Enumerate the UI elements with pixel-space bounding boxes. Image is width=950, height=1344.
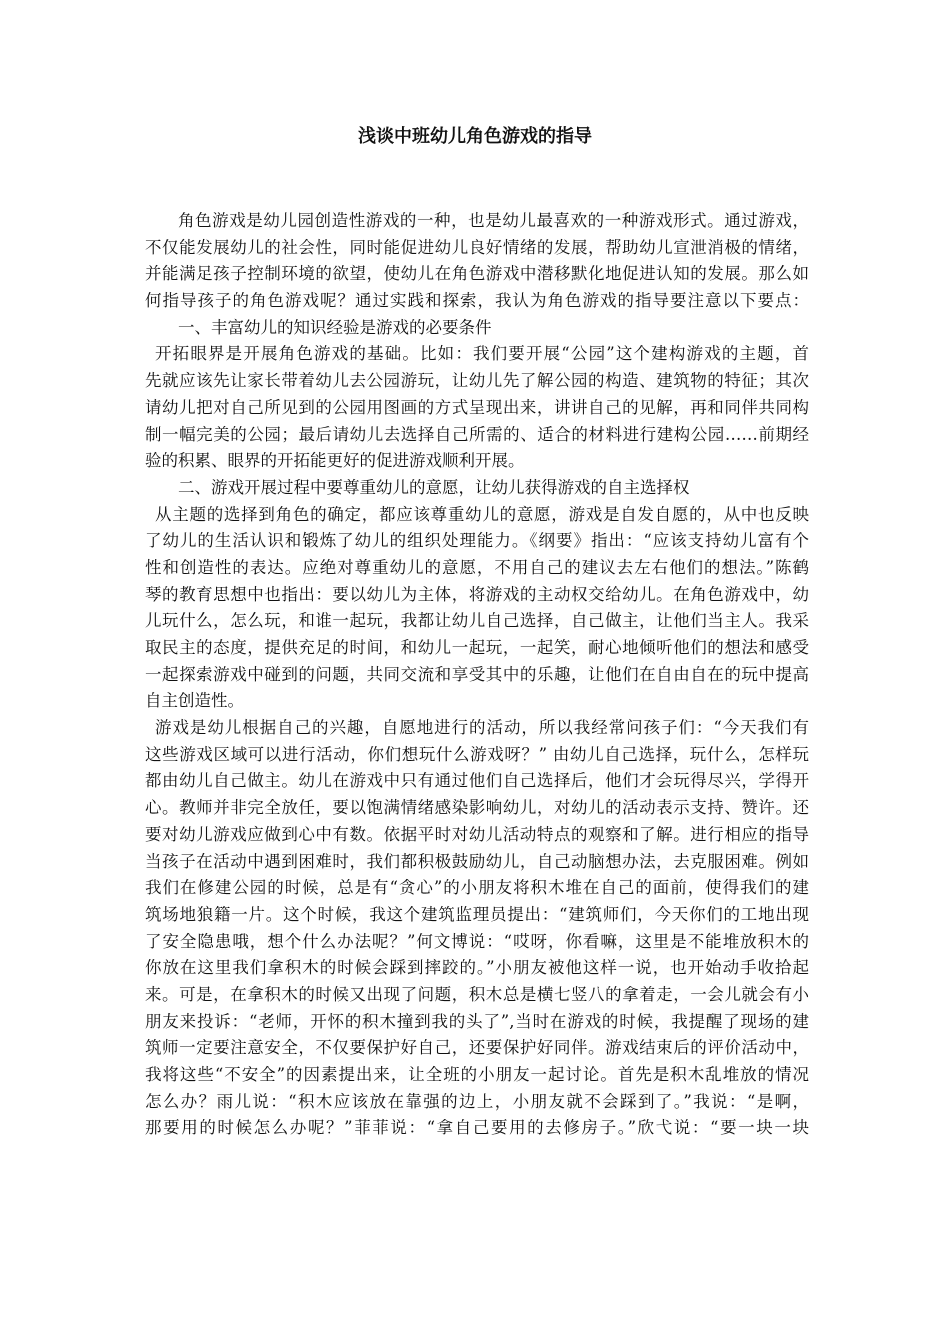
text-line: 并能满足孩子控制环境的欲望，使幼儿在角色游戏中潜移默化地促进认知的发展。那么如 xyxy=(145,264,809,284)
text-line: 心。教师并非完全放任，要以饱满情绪感染影响幼儿，对幼儿的活动表示支持、赞许。还 xyxy=(145,798,809,818)
text-line: 朋友来投诉：“老师，开怀的积木撞到我的头了”,当时在游戏的时候，我提醒了现场的建 xyxy=(145,1011,809,1031)
text-line: 请幼儿把对自己所见到的公园用图画的方式呈现出来，讲讲自己的见解，再和同伴共同构 xyxy=(145,397,809,417)
text-line: 角色游戏是幼儿园创造性游戏的一种，也是幼儿最喜欢的一种游戏形式。通过游戏， xyxy=(178,211,809,230)
text-line: 筑场地狼籍一片。这个时候，我这个建筑监理员提出：“建筑师们，今天你们的工地出现 xyxy=(145,904,809,924)
text-line: 要对幼儿游戏应做到心中有数。依据平时对幼儿活动特点的观察和了解。进行相应的指导 xyxy=(145,824,809,844)
text-line: 筑师一定要注意安全，不仅要保护好自己，还要保护好同伴。游戏结束后的评价活动中， xyxy=(145,1038,809,1058)
text-line: 先就应该先让家长带着幼儿去公园游玩，让幼儿先了解公园的构造、建筑物的特征；其次 xyxy=(145,371,809,391)
text-line: 自主创造性。 xyxy=(145,691,244,711)
section-heading: 二、游戏开展过程中要尊重幼儿的意愿，让幼儿获得游戏的自主选择权 xyxy=(178,477,690,497)
text-line: 取民主的态度，提供充足的时间，和幼儿一起玩，一起笑，耐心地倾听他们的想法和感受 xyxy=(145,638,809,657)
text-line: 制一幅完美的公园；最后请幼儿去选择自己所需的、适合的材料进行建构公园……前期经 xyxy=(145,424,809,444)
section-heading: 一、丰富幼儿的知识经验是游戏的必要条件 xyxy=(178,317,492,337)
text-line: 当孩子在活动中遇到困难时，我们都积极鼓励幼儿，自己动脑想办法，去克服困难。例如 xyxy=(145,851,809,871)
text-line: 这些游戏区域可以进行活动，你们想玩什么游戏呀？” 由幼儿自己选择，玩什么，怎样玩 xyxy=(145,744,809,764)
document-title: 浅谈中班幼儿角色游戏的指导 xyxy=(358,126,592,147)
text-line: 开拓眼界是开展角色游戏的基础。比如：我们要开展“公园”这个建构游戏的主题，首 xyxy=(155,344,809,364)
text-line: 你放在这里我们拿积木的时候会踩到摔跤的。”小朋友被他这样一说，也开始动手收拾起 xyxy=(145,958,809,978)
text-line: 从主题的选择到角色的确定，都应该尊重幼儿的意愿，游戏是自发自愿的，从中也反映 xyxy=(155,504,809,524)
text-line: 验的积累、眼界的开拓能更好的促进游戏顺利开展。 xyxy=(145,451,525,471)
text-line: 琴的教育思想中也指出：要以幼儿为主体，将游戏的主动权交给幼儿。在角色游戏中，幼 xyxy=(145,584,809,604)
text-line: 我将这些“不安全”的因素提出来，让全班的小朋友一起讨论。首先是积木乱堆放的情况 xyxy=(145,1065,809,1084)
text-line: 一起探索游戏中碰到的问题，共同交流和享受其中的乐趣，让他们在自由自在的玩中提高 xyxy=(145,664,809,684)
text-line: 性和创造性的表达。应绝对尊重幼儿的意愿，不用自己的建议去左右他们的想法。”陈鹤 xyxy=(145,557,809,577)
text-line: 了幼儿的生活认识和锻炼了幼儿的组织处理能力。《纲要》指出：“应该支持幼儿富有个 xyxy=(145,531,809,551)
text-line: 游戏是幼儿根据自己的兴趣，自愿地进行的活动，所以我经常问孩子们：“今天我们有 xyxy=(155,718,809,738)
text-line: 那要用的时候怎么办呢？”菲菲说：“拿自己要用的去修房子。”欣弋说：“要一块一块 xyxy=(145,1118,809,1138)
text-line: 儿玩什么，怎么玩，和谁一起玩，我都让幼儿自己选择，自己做主，让他们当主人。我采 xyxy=(145,611,809,631)
text-line: 都由幼儿自己做主。幼儿在游戏中只有通过他们自己选择后，他们才会玩得尽兴，学得开 xyxy=(145,771,809,791)
text-line: 我们在修建公园的时候，总是有“贪心”的小朋友将积木堆在自己的面前，使得我们的建 xyxy=(145,878,809,898)
document-body xyxy=(145,208,809,1142)
text-line: 来。可是，在拿积木的时候又出现了问题，积木总是横七竖八的拿着走，一会儿就会有小 xyxy=(145,984,809,1004)
text-line: 怎么办？雨儿说：“积木应该放在靠强的边上，小朋友就不会踩到了。”我说：“是啊， xyxy=(145,1091,809,1111)
text-line: 何指导孩子的角色游戏呢？通过实践和探索，我认为角色游戏的指导要注意以下要点： xyxy=(145,291,809,311)
text-line: 不仅能发展幼儿的社会性，同时能促进幼儿良好情绪的发展，帮助幼儿宣泄消极的情绪， xyxy=(145,237,809,257)
text-line: 了安全隐患哦，想个什么办法呢？”何文博说：“哎呀，你看嘛，这里是不能堆放积木的 xyxy=(145,931,809,951)
